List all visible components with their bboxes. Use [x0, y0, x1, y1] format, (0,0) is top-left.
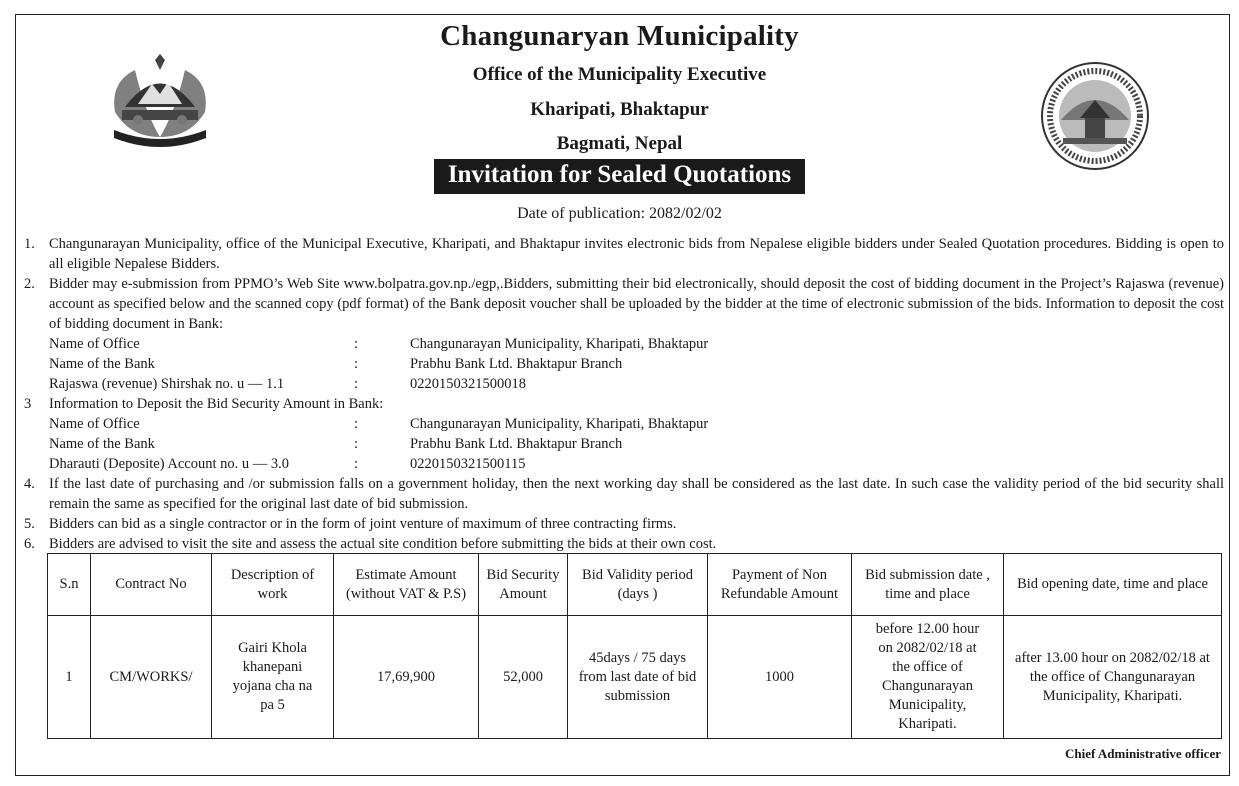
info-row: Name of the Bank : Prabhu Bank Ltd. Bhaktapur Branch: [49, 356, 623, 372]
table-cell: 52,000: [479, 616, 568, 739]
table-cell: after 13.00 hour on 2082/02/18 at the office of Changunarayan Municipality, Kharipati.: [1004, 616, 1222, 739]
paragraph-5: 5. Bidders can bid as a single contractor or in the form of joint venture of maximum of three contracting firms.: [24, 516, 677, 532]
table-header-row: [48, 554, 1222, 616]
column-header: Bid submission date , time and place: [852, 554, 1004, 616]
table-cell: 17,69,900: [334, 616, 479, 739]
table-cell: 1000: [708, 616, 852, 739]
paragraph-3: 3 Information to Deposit the Bid Security Amount in Bank:: [24, 396, 384, 412]
column-header: Payment of Non Refundable Amount: [708, 554, 852, 616]
table-cell: before 12.00 hour on 2082/02/18 at the office of Changunarayan Municipality, Kharipati.: [852, 616, 1004, 739]
table-cell: 45days / 75 days from last date of bid submission: [568, 616, 708, 739]
office-name: Office of the Municipality Executive: [472, 64, 767, 85]
notice-body: [24, 234, 1224, 554]
bank-info-deposit: [24, 414, 1224, 474]
office-location: Kharipati, Bhaktapur: [530, 99, 709, 120]
info-row: Name of Office : Changunarayan Municipality, Kharipati, Bhaktapur: [49, 416, 709, 432]
column-header: S.n: [48, 554, 91, 616]
column-header: Contract No: [91, 554, 212, 616]
page-title: Changunaryan Municipality: [440, 20, 799, 52]
table-cell: CM/WORKS/: [91, 616, 212, 739]
notice-banner: Invitation for Sealed Quotations: [434, 159, 805, 194]
info-row: Dharauti (Deposite) Account no. u — 3.0 : 0220150321500115: [49, 456, 526, 472]
paragraph-4: 4. If the last date of purchasing and /or submission falls on a government holiday, then the next working day shall be considered as the last date. In such case the validity period of the bid security shall remain the same as specified for the original last date of bid submission.: [24, 476, 1224, 512]
info-row: Rajaswa (revenue) Shirshak no. u — 1.1 : 0220150321500018: [49, 376, 526, 392]
quotation-table: [47, 553, 1222, 739]
paragraph-2: 2. Bidder may e-submission from PPMO’s Web Site www.bolpatra.gov.np./egp,.Bidders, submitting their bid electronically, should deposit the cost of bidding document in the Project’s Rajaswa (revenue) account as specified below and the scanned copy (pdf format) of the Bank deposit voucher shall be uploaded by the bidder at the time of electronic submission of the bids. Information to deposit the cost of bidding document in Bank:: [24, 276, 1224, 332]
signature-title: Chief Administrative officer: [1065, 746, 1221, 761]
column-header: Bid Security Amount: [479, 554, 568, 616]
province-name: Bagmati, Nepal: [556, 133, 683, 154]
paragraph-6: 6. Bidders are advised to visit the site and assess the actual site condition before submitting the bids at their own cost.: [24, 536, 717, 552]
table-row: [48, 616, 1222, 739]
info-row: Name of Office : Changunarayan Municipality, Kharipati, Bhaktapur: [49, 336, 709, 352]
info-row: Name of the Bank : Prabhu Bank Ltd. Bhaktapur Branch: [49, 436, 623, 452]
table-cell: Gairi Khola khanepani yojana cha na pa 5: [212, 616, 334, 739]
bank-info-revenue: [24, 334, 1224, 394]
column-header: Bid Validity period (days ): [568, 554, 708, 616]
column-header: Bid opening date, time and place: [1004, 554, 1222, 616]
column-header: Description of work: [212, 554, 334, 616]
paragraph-1: 1. Changunarayan Municipality, office of the Municipal Executive, Kharipati, and Bhaktapur invites electronic bids from Nepalese eligible bidders under Sealed Quotation procedures. Bidding is open to all eligible Nepalese Bidders.: [24, 236, 1224, 272]
table-cell: 1: [48, 616, 91, 739]
column-header: Estimate Amount (without VAT & P.S): [334, 554, 479, 616]
publication-date: Date of publication: 2082/02/02: [517, 205, 722, 222]
